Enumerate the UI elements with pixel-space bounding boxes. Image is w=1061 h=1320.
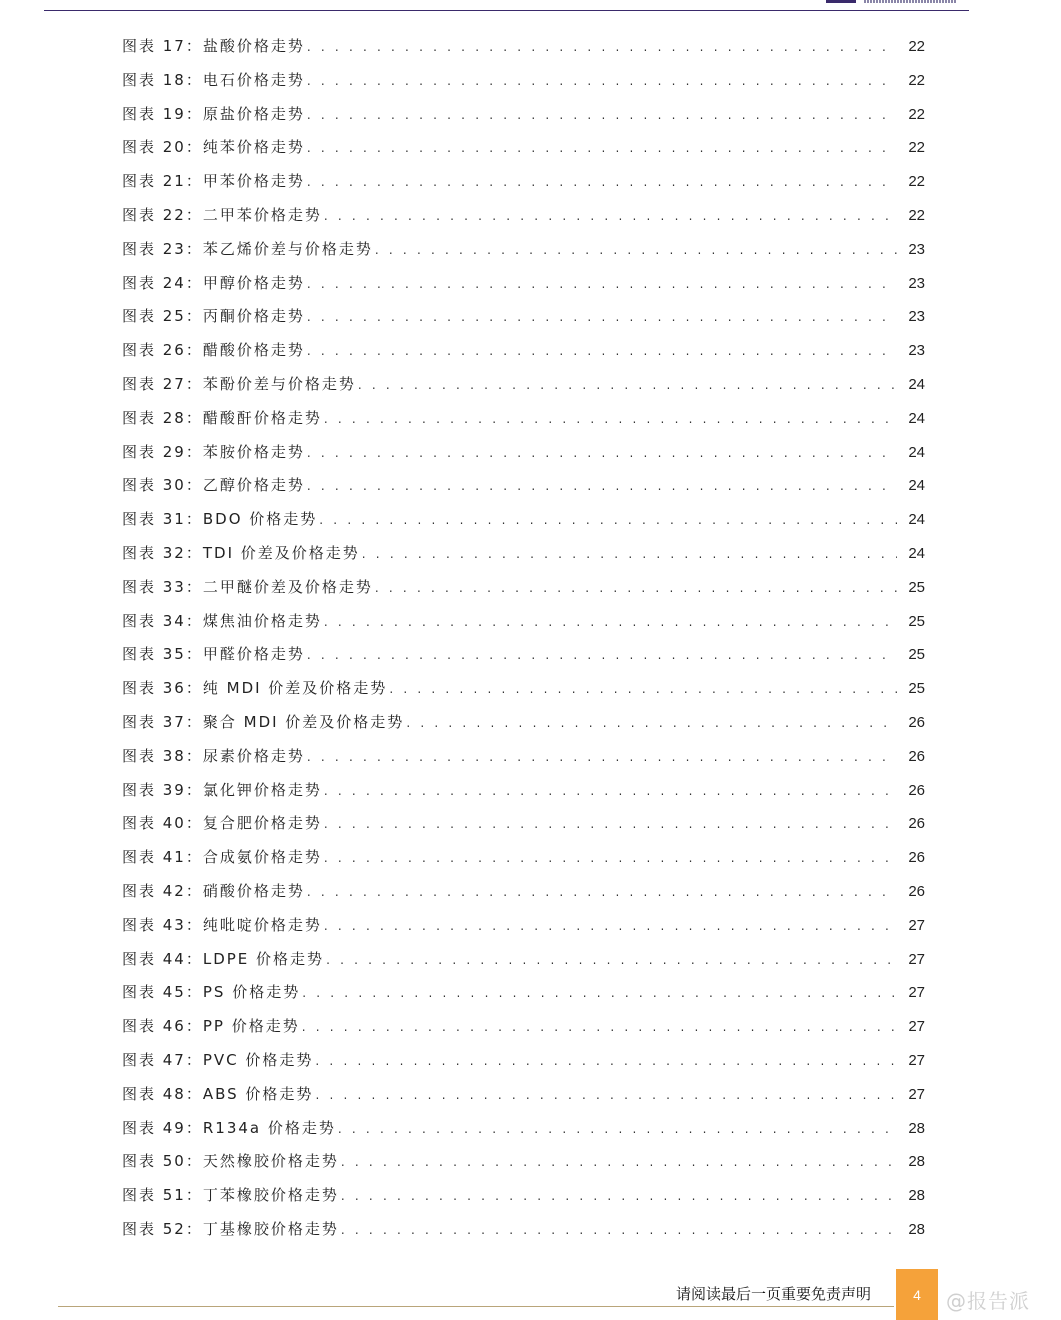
toc-entry[interactable] — [122, 1213, 925, 1247]
toc-entry-label: 图表 49：R134a 价格走势 — [122, 1118, 336, 1137]
toc-entry-page: 24 — [908, 511, 925, 529]
toc-entry[interactable] — [122, 537, 925, 571]
toc-dot-leader — [389, 673, 897, 707]
toc-entry-label: 图表 37：聚合 MDI 价差及价格走势 — [122, 712, 405, 731]
toc-entry[interactable] — [122, 1044, 925, 1078]
toc-entry-label: 图表 46：PP 价格走势 — [122, 1017, 300, 1036]
toc-entry-label: 图表 32：TDI 价差及价格走势 — [122, 543, 360, 562]
toc-entry-page: 26 — [908, 747, 925, 765]
footer-rule — [58, 1306, 894, 1307]
toc-entry-page: 26 — [908, 849, 925, 867]
toc-entry-page: 26 — [908, 781, 925, 799]
toc-entry[interactable] — [122, 64, 925, 98]
toc-dot-leader — [375, 234, 897, 268]
toc-entry-label: 图表 45：PS 价格走势 — [122, 983, 301, 1002]
toc-entry[interactable] — [122, 672, 925, 706]
toc-entry-page: 24 — [908, 443, 925, 461]
toc-dot-leader — [307, 437, 897, 471]
toc-entry-page: 27 — [908, 916, 925, 934]
footer-disclaimer: 请阅读最后一页重要免责声明 — [676, 1285, 872, 1303]
toc-entry-label: 图表 35：甲醛价格走势 — [122, 645, 305, 664]
toc-entry-page: 24 — [908, 477, 925, 495]
toc-dot-leader — [307, 268, 897, 302]
toc-dot-leader — [315, 1079, 897, 1113]
toc-entry[interactable] — [122, 875, 925, 909]
toc-entry[interactable] — [122, 368, 925, 402]
toc-entry-page: 26 — [908, 882, 925, 900]
toc-entry-page: 22 — [908, 71, 925, 89]
page-number-box — [896, 1269, 938, 1320]
toc-entry[interactable] — [122, 943, 925, 977]
toc-entry[interactable] — [122, 976, 925, 1010]
toc-entry-label: 图表 43：纯吡啶价格走势 — [122, 915, 322, 934]
toc-entry-page: 26 — [908, 713, 925, 731]
toc-entry[interactable] — [122, 740, 925, 774]
toc-entry-page: 26 — [908, 815, 925, 833]
toc-entry[interactable] — [122, 605, 925, 639]
toc-entry-page: 22 — [908, 206, 925, 224]
toc-entry-label: 图表 42：硝酸价格走势 — [122, 881, 305, 900]
toc-entry-page: 22 — [908, 173, 925, 191]
toc-entry[interactable] — [122, 571, 925, 605]
toc-entry[interactable] — [122, 807, 925, 841]
toc-entry-label: 图表 48：ABS 价格走势 — [122, 1084, 314, 1103]
header-rule — [44, 10, 969, 11]
toc-entry-page: 27 — [908, 1051, 925, 1069]
toc-dot-leader — [307, 470, 897, 504]
toc-entry-label: 图表 23：苯乙烯价差与价格走势 — [122, 239, 373, 258]
toc-entry-label: 图表 30：乙醇价格走势 — [122, 476, 305, 495]
toc-entry-label: 图表 52：丁基橡胶价格走势 — [122, 1219, 339, 1238]
toc-entry-label: 图表 50：天然橡胶价格走势 — [122, 1152, 339, 1171]
toc-entry[interactable] — [122, 638, 925, 672]
toc-dot-leader — [324, 403, 897, 437]
toc-dot-leader — [326, 944, 897, 978]
toc-entry-label: 图表 18：电石价格走势 — [122, 70, 305, 89]
toc-entry[interactable] — [122, 1145, 925, 1179]
toc-dot-leader — [319, 504, 897, 538]
toc-entry-page: 23 — [908, 240, 925, 258]
toc-entry-label: 图表 40：复合肥价格走势 — [122, 814, 322, 833]
toc-dot-leader — [324, 606, 897, 640]
toc-entry[interactable] — [122, 98, 925, 132]
toc-entry-label: 图表 34：煤焦油价格走势 — [122, 611, 322, 630]
toc-dot-leader — [362, 538, 897, 572]
toc-entry-page: 27 — [908, 1018, 925, 1036]
toc-dot-leader — [406, 707, 897, 741]
page-number: 4 — [913, 1286, 921, 1303]
toc-entry[interactable] — [122, 300, 925, 334]
toc-entry-label: 图表 31：BDO 价格走势 — [122, 510, 318, 529]
toc-dot-leader — [307, 741, 897, 775]
toc-entry-label: 图表 39：氯化钾价格走势 — [122, 780, 322, 799]
toc-entry-page: 22 — [908, 105, 925, 123]
toc-entry-page: 24 — [908, 375, 925, 393]
toc-entry[interactable] — [122, 469, 925, 503]
toc-entry[interactable] — [122, 402, 925, 436]
toc-entry-page: 28 — [908, 1220, 925, 1238]
toc-entry-page: 23 — [908, 274, 925, 292]
toc-entry-page: 22 — [908, 38, 925, 55]
toc-entry-label: 图表 27：苯酚价差与价格走势 — [122, 374, 356, 393]
toc-dot-leader — [324, 808, 897, 842]
toc-dot-leader — [302, 1011, 897, 1045]
header-logo-mark — [826, 0, 856, 3]
toc-dot-leader — [307, 876, 897, 910]
toc-entry-label: 图表 33：二甲醚价差及价格走势 — [122, 577, 373, 596]
toc-entry-page: 28 — [908, 1119, 925, 1137]
toc-entry-label: 图表 26：醋酸价格走势 — [122, 341, 305, 360]
toc-dot-leader — [315, 1045, 897, 1079]
toc-entry-page: 23 — [908, 342, 925, 360]
toc-dot-leader — [307, 31, 897, 65]
toc-entry[interactable] — [122, 131, 925, 165]
toc-entry[interactable] — [122, 267, 925, 301]
toc-entry-label: 图表 22：二甲苯价格走势 — [122, 205, 322, 224]
toc-dot-leader — [307, 166, 897, 200]
toc-dot-leader — [358, 369, 897, 403]
toc-entry-label: 图表 19：原盐价格走势 — [122, 104, 305, 123]
toc-entry-label: 图表 47：PVC 价格走势 — [122, 1050, 314, 1069]
header-logo-text — [864, 0, 956, 3]
toc-dot-leader — [324, 200, 897, 234]
toc-entry-page: 28 — [908, 1187, 925, 1205]
toc-dot-leader — [302, 977, 897, 1011]
toc-dot-leader — [307, 639, 897, 673]
toc-dot-leader — [324, 910, 897, 944]
toc-entry[interactable] — [122, 233, 925, 267]
toc-entry-page: 28 — [908, 1153, 925, 1171]
toc-dot-leader — [307, 335, 897, 369]
toc-entry[interactable] — [122, 199, 925, 233]
toc-entry-label: 图表 36：纯 MDI 价差及价格走势 — [122, 679, 388, 698]
toc-entry[interactable] — [122, 909, 925, 943]
toc-entry[interactable] — [122, 503, 925, 537]
toc-entry[interactable] — [122, 1179, 925, 1213]
toc-entry-label: 图表 25：丙酮价格走势 — [122, 307, 305, 326]
toc-entry-page: 24 — [908, 409, 925, 427]
toc-entry-label: 图表 24：甲醇价格走势 — [122, 273, 305, 292]
toc-dot-leader — [307, 132, 897, 166]
toc-entry-page: 25 — [908, 680, 925, 698]
table-of-figures — [122, 30, 925, 1247]
toc-entry[interactable] — [122, 774, 925, 808]
toc-entry-page: 27 — [908, 1085, 925, 1103]
toc-entry[interactable] — [122, 1078, 925, 1112]
toc-entry-label: 图表 41：合成氨价格走势 — [122, 848, 322, 867]
toc-dot-leader — [307, 65, 897, 99]
toc-entry-label: 图表 51：丁苯橡胶价格走势 — [122, 1186, 339, 1205]
toc-entry[interactable] — [122, 30, 925, 64]
watermark: @报告派 — [946, 1289, 1030, 1313]
toc-entry-label: 图表 28：醋酸酐价格走势 — [122, 408, 322, 427]
toc-entry[interactable] — [122, 436, 925, 470]
toc-entry[interactable] — [122, 165, 925, 199]
toc-dot-leader — [341, 1180, 897, 1214]
toc-entry-label: 图表 29：苯胺价格走势 — [122, 442, 305, 461]
toc-entry-label: 图表 17：盐酸价格走势 — [122, 37, 305, 55]
toc-entry-page: 24 — [908, 544, 925, 562]
toc-entry[interactable] — [122, 841, 925, 875]
toc-entry-label: 图表 20：纯苯价格走势 — [122, 138, 305, 157]
toc-entry-label: 图表 44：LDPE 价格走势 — [122, 949, 325, 968]
toc-dot-leader — [307, 99, 897, 133]
toc-entry[interactable] — [122, 1010, 925, 1044]
toc-dot-leader — [324, 842, 897, 876]
toc-entry-page: 25 — [908, 578, 925, 596]
toc-dot-leader — [338, 1113, 897, 1147]
toc-entry-page: 25 — [908, 646, 925, 664]
toc-entry[interactable] — [122, 1112, 925, 1146]
toc-entry-page: 25 — [908, 612, 925, 630]
toc-dot-leader — [324, 775, 897, 809]
toc-entry-label: 图表 38：尿素价格走势 — [122, 746, 305, 765]
toc-dot-leader — [341, 1214, 897, 1248]
toc-entry[interactable] — [122, 334, 925, 368]
toc-entry-page: 22 — [908, 139, 925, 157]
toc-entry-page: 27 — [908, 984, 925, 1002]
toc-entry-label: 图表 21：甲苯价格走势 — [122, 172, 305, 191]
toc-entry-page: 27 — [908, 950, 925, 968]
toc-dot-leader — [341, 1146, 897, 1180]
toc-entry[interactable] — [122, 706, 925, 740]
toc-dot-leader — [307, 301, 897, 335]
toc-entry-page: 23 — [908, 308, 925, 326]
toc-dot-leader — [375, 572, 897, 606]
